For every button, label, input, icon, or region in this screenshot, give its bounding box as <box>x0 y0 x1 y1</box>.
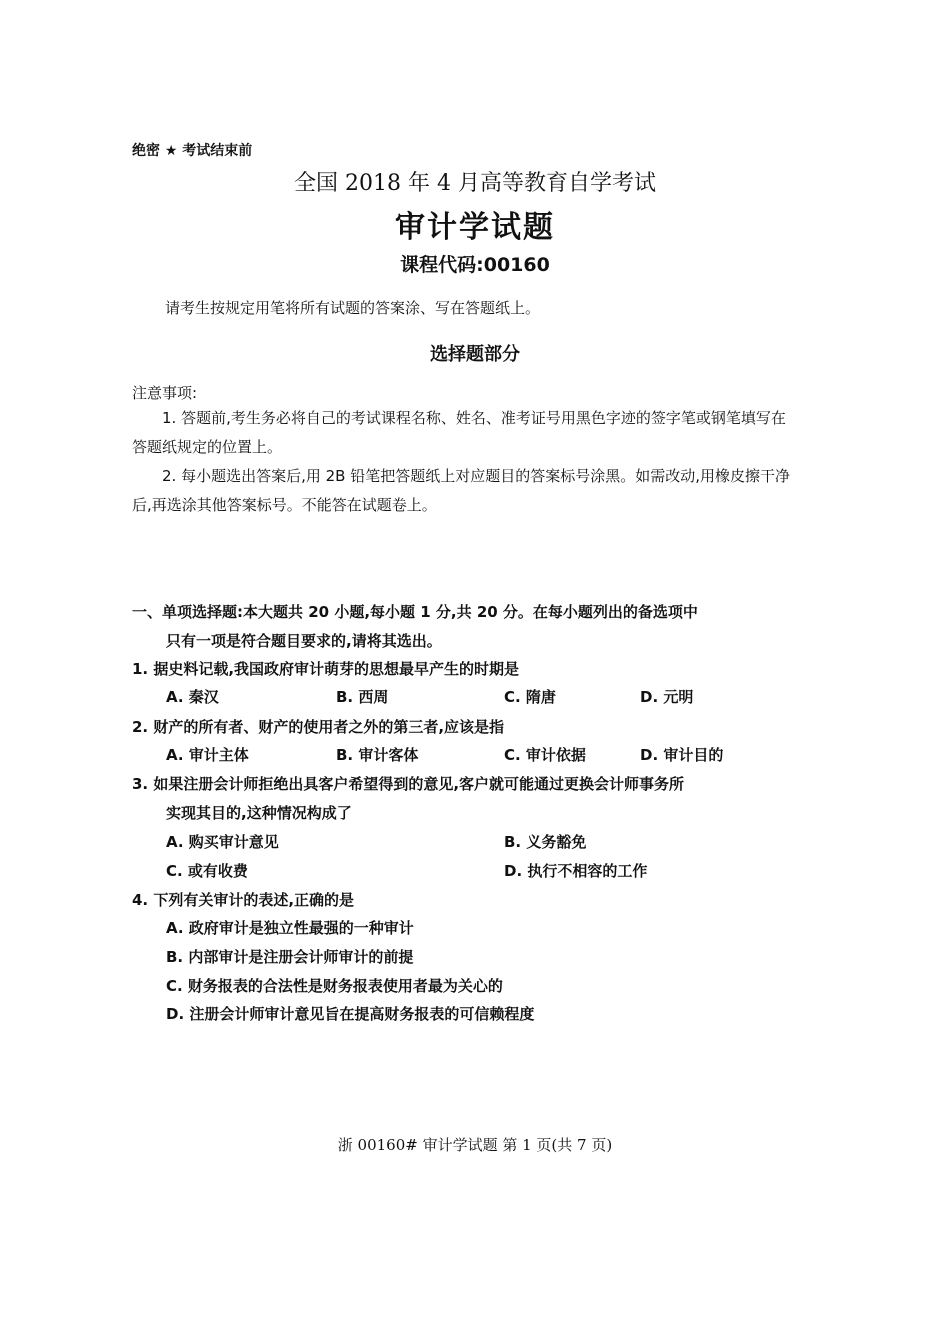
option-b: B. 内部审计是注册会计师审计的前提 <box>166 948 414 966</box>
answer-instruction: 请考生按规定用笔将所有试题的答案涂、写在答题纸上。 <box>165 299 541 317</box>
page-footer: 浙 00160# 审计学试题 第 1 页(共 7 页) <box>337 1136 613 1154</box>
option-c: C. 审计依据 <box>504 746 586 764</box>
part1-heading-cont: 只有一项是符合题目要求的,请将其选出。 <box>166 632 442 650</box>
note-item: 1. 答题前,考生务必将自己的考试课程名称、姓名、准考证号用黑色字迹的签字笔或钢笔填写在答题纸规定的位置上。 <box>132 409 786 456</box>
option-c: C. 财务报表的合法性是财务报表使用者最为关心的 <box>166 977 503 995</box>
question-stem-cont: 实现其目的,这种情况构成了 <box>166 804 352 822</box>
option-b: B. 义务豁免 <box>504 833 587 851</box>
confidential-label: 绝密 ★ 考试结束前 <box>132 143 253 159</box>
question-stem: 3. 如果注册会计师拒绝出具客户希望得到的意见,客户就可能通过更换会计师事务所 <box>132 775 685 793</box>
option-d: D. 注册会计师审计意见旨在提高财务报表的可信赖程度 <box>166 1005 535 1023</box>
course-code: 课程代码:00160 <box>400 254 550 276</box>
question-stem: 2. 财产的所有者、财产的使用者之外的第三者,应该是指 <box>132 718 505 736</box>
question-stem: 1. 据史料记载,我国政府审计萌芽的思想最早产生的时期是 <box>132 660 520 678</box>
option-a: A. 购买审计意见 <box>166 833 279 851</box>
option-d: D. 审计目的 <box>640 746 724 764</box>
option-c: C. 隋唐 <box>504 688 556 706</box>
option-a: A. 审计主体 <box>166 746 249 764</box>
part1-heading: 一、单项选择题:本大题共 20 小题,每小题 1 分,共 20 分。在每小题列出的备选项中 <box>132 603 698 621</box>
subject-title: 审计学试题 <box>395 210 555 245</box>
option-a: A. 秦汉 <box>166 688 219 706</box>
option-a: A. 政府审计是独立性最强的一种审计 <box>166 919 414 937</box>
note-item: 2. 每小题选出答案后,用 2B 铅笔把答题纸上对应题目的答案标号涂黑。如需改动,用橡皮擦干净后,再选涂其他答案标号。不能答在试题卷上。 <box>132 467 790 514</box>
option-c: C. 或有收费 <box>166 862 248 880</box>
exam-title: 全国 2018 年 4 月高等教育自学考试 <box>294 171 656 196</box>
question-stem: 4. 下列有关审计的表述,正确的是 <box>132 891 355 909</box>
option-b: B. 西周 <box>336 688 389 706</box>
option-d: D. 执行不相容的工作 <box>504 862 648 880</box>
notes-heading: 注意事项: <box>132 384 198 402</box>
option-b: B. 审计客体 <box>336 746 419 764</box>
option-d: D. 元明 <box>640 688 694 706</box>
section-title: 选择题部分 <box>430 344 520 365</box>
